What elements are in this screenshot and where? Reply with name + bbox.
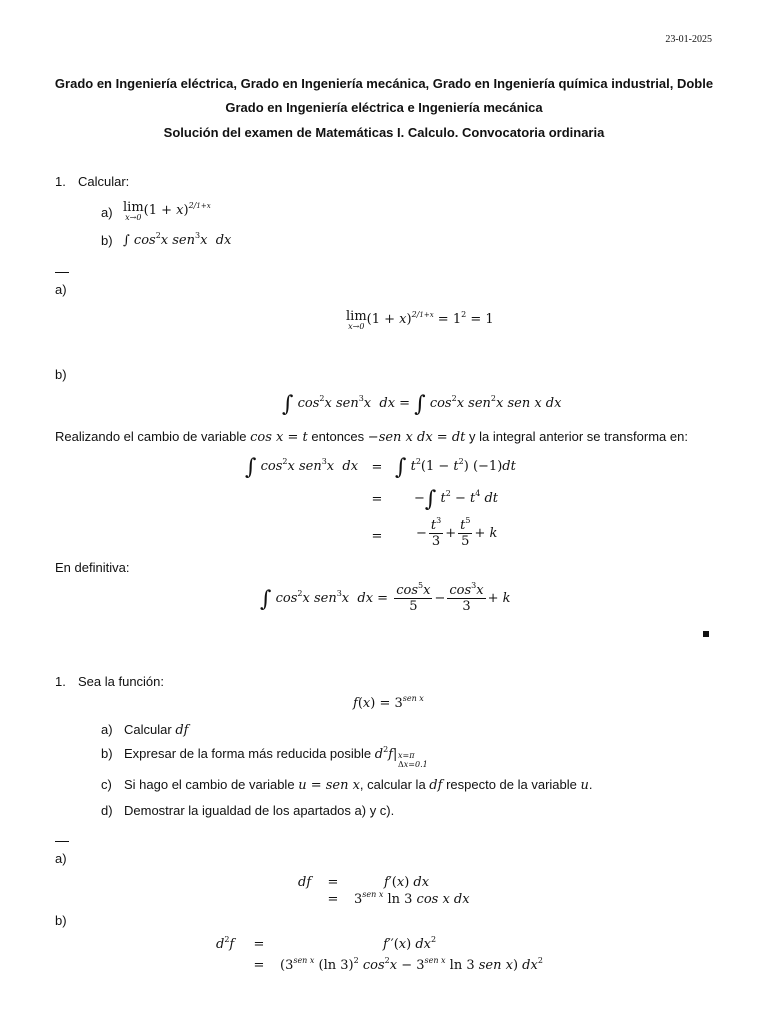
q1-solution-b-identity: ∫ $\cos^2x$ sen$^3$x dx = ∫ $\cos^2x$ sen$^2$x sen x dx — [282, 392, 562, 417]
end-of-proof-square — [703, 631, 709, 637]
q2-item-a-label: a) — [101, 722, 113, 737]
q2-item-c-label: c) — [101, 777, 112, 792]
q1-derivation-lhs: ∫ $\cos^2x$ sen$^3$x dx — [245, 455, 359, 480]
q2-separator — [55, 841, 69, 842]
q2-item-d-text: Demostrar la igualdad de los apartados a) y c). — [124, 803, 395, 818]
q1-final-result: ∫ $\cos^2x$ sen$^3$x dx = $\frac{\cos^5x}{5}$ − $\frac{\cos^3x}{3}$ + k — [260, 581, 511, 614]
q2-item-d-label: d) — [101, 803, 113, 818]
q2-item-a: Calcular df — [124, 722, 189, 738]
q2-solution-a-step-2: $3^{sen x}$ ln 3 cos x dx — [354, 890, 470, 907]
q1-solution-a-formula: lim x→0 $(1 + x)^{2/1+x} = 1^2 = 1$ — [346, 309, 494, 331]
q2-solution-b-eq-2: = — [253, 958, 265, 973]
q2-solution-b-lhs: $d^2f$ — [216, 935, 235, 952]
q1-derivation-eq-1: = — [371, 460, 383, 475]
q1-derivation-step-1: ∫ $t^2(1 - t^2)$ (−1)dt — [395, 455, 516, 480]
q1-item-a-label: a) — [101, 205, 113, 220]
q2-solution-a-eq-1: = — [327, 875, 339, 890]
q1-prompt: Calcular: — [78, 174, 130, 189]
q2-item-c-text-3: respecto de la variable — [446, 777, 577, 792]
q1-derivation-eq-2: = — [371, 492, 383, 507]
q1-definitiva-label: En definitiva: — [55, 560, 130, 575]
q1-solution-b-label: b) — [55, 367, 67, 382]
q1-derivation-step-3: − $\frac{t^3}{3}$ + $\frac{t^5}{5}$ + k — [416, 516, 498, 549]
q2-number: 1. — [55, 674, 66, 689]
q2-item-b-label: b) — [101, 746, 113, 761]
q2-item-a-text: Calcular — [124, 722, 172, 737]
q1-solution-a-label: a) — [55, 282, 67, 297]
q1-item-a-formula: lim x→0 $(1 + x)^{2/1+x}$ — [123, 200, 211, 222]
q2-solution-a-lhs: df — [298, 875, 312, 890]
q2-function-definition: $f(x) = 3^{sen x}$ — [353, 694, 424, 711]
q2-item-b-text: Expresar de la forma más reducida posible — [124, 746, 372, 761]
q1-derivation-step-2: −∫ $t^2 - t^4$ dt — [414, 487, 499, 512]
q1-derivation-eq-3: = — [371, 529, 383, 544]
q1-number: 1. — [55, 174, 66, 189]
q2-item-b: Expresar de la forma más reducida posible $d^2f|$ — [124, 745, 398, 762]
change-text-3: y la integral anterior se transforma en: — [469, 429, 688, 444]
q2-solution-b-step-1: f′′(x) $dx^2$ — [383, 935, 437, 952]
q2-solution-a-label: a) — [55, 851, 67, 866]
q1-item-b-label: b) — [101, 233, 113, 248]
change-text-1: Realizando el cambio de variable — [55, 429, 247, 444]
document-date: 23-01-2025 — [665, 34, 712, 45]
title-line-1: Grado en Ingeniería eléctrica, Grado en Ingeniería mecánica, Grado en Ingeniería química industrial, Doble — [54, 76, 714, 91]
q2-item-c: Si hago el cambio de variable u = sen x, calcular la df respecto de la variable u. — [124, 777, 593, 793]
q2-item-b-evaluation: x=π Δx=0.1 — [398, 751, 428, 769]
q2-solution-a-step-1: f′(x) dx — [384, 875, 430, 890]
title-line-2: Grado en Ingeniería eléctrica e Ingeniería mecánica — [225, 100, 543, 115]
q2-solution-a-eq-2: = — [327, 892, 339, 907]
q2-item-c-text-1: Si hago el cambio de variable — [124, 777, 295, 792]
q1-separator — [55, 272, 69, 273]
q2-solution-b-step-2: ($3^{sen x}$ (ln 3)$^2$ $\cos^2x - 3^{sen x}$ ln 3 sen x) $dx^2$ — [280, 956, 543, 973]
q2-solution-b-label: b) — [55, 913, 67, 928]
change-text-2: entonces — [311, 429, 365, 444]
q1-item-b-formula: ∫ $\cos^2x$ sen$^3$x dx — [123, 231, 232, 248]
q2-item-c-text-2: , calcular la — [359, 777, 426, 792]
q1-change-text: Realizando el cambio de variable cos x = t entonces −sen x dx = dt y la integral anterior se transforma en: — [55, 429, 688, 445]
q2-solution-b-eq-1: = — [253, 937, 265, 952]
title-line-3: Solución del examen de Matemáticas I. Calculo. Convocatoria ordinaria — [163, 125, 605, 140]
q2-prompt: Sea la función: — [78, 674, 165, 689]
